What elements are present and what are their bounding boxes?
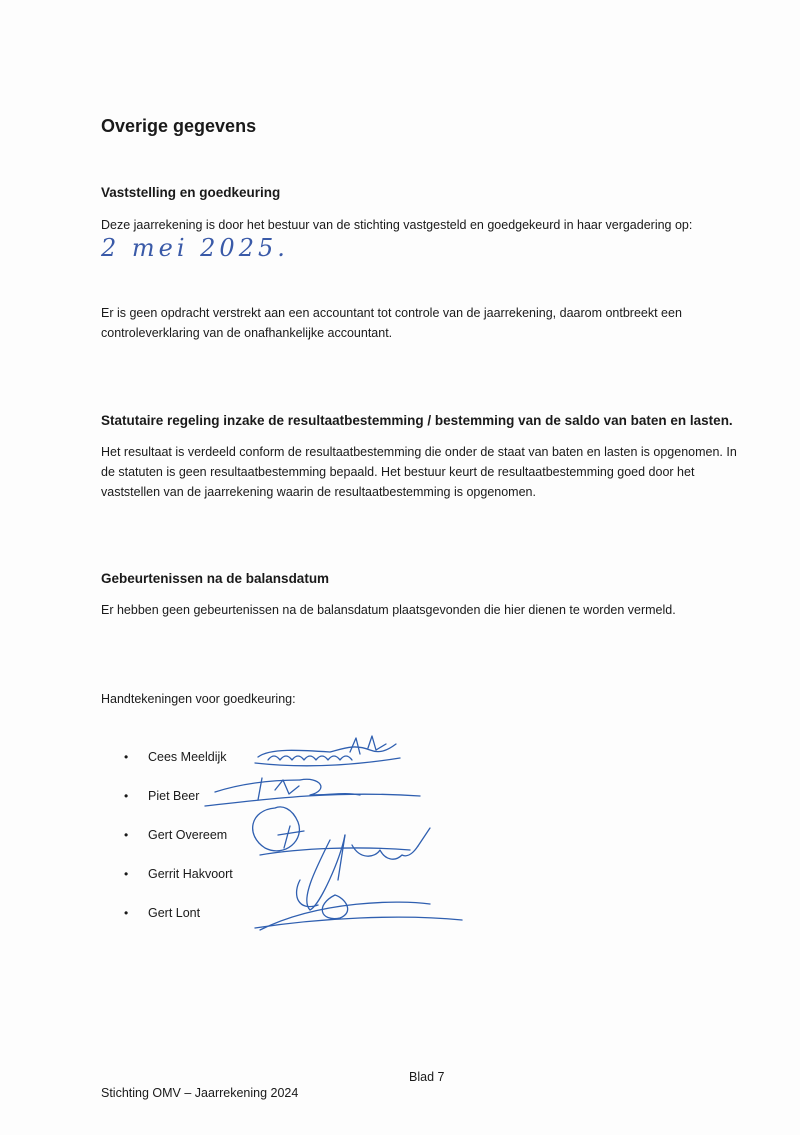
page-number: Blad 7	[409, 1070, 445, 1084]
signature-gert-overeem	[253, 807, 410, 855]
section-text-resultaatbestemming: Het resultaat is verdeeld conform de resultaatbestemming die onder de staat van baten en lasten is opgenomen. In de statuten is geen resultaatbestemming bepaald. Het bestuur keurt de resultaatbestemming goed door het vaststellen van de jaarrekening waarin de resultaatbestemming is opgenomen.	[101, 445, 737, 499]
signature-gerrit-hakvoort	[297, 828, 430, 910]
signer-name: Gerrit Hakvoort	[148, 867, 233, 881]
bullet: •	[124, 867, 129, 881]
footer-text: Stichting OMV – Jaarrekening 2024	[101, 1086, 299, 1100]
section-text-accountant: Er is geen opdracht verstrekt aan een accountant tot controle van de jaarrekening, daarom ontbreekt een controleverklaring van de onafhankelijke accountant.	[101, 306, 682, 340]
section-heading-resultaatbestemming: Statutaire regeling inzake de resultaatbestemming / bestemming van de saldo van baten en lasten.	[101, 413, 733, 428]
section-heading-gebeurtenissen: Gebeurtenissen na de balansdatum	[101, 571, 330, 586]
list-item	[124, 789, 233, 828]
bullet: •	[124, 750, 129, 764]
bullet: •	[124, 789, 129, 803]
signer-name: Cees Meeldijk	[148, 750, 227, 764]
section-text-vaststelling: Deze jaarrekening is door het bestuur van de stichting vastgesteld en goedgekeurd in haar vergadering op:	[101, 218, 693, 232]
page-title: Overige gegevens	[101, 116, 257, 136]
section-heading-vaststelling: Vaststelling en goedkeuring	[101, 185, 281, 200]
list-item	[124, 867, 233, 906]
bullet: •	[124, 828, 129, 842]
bullet: •	[124, 906, 129, 920]
list-item	[124, 828, 233, 867]
list-item	[124, 906, 233, 945]
signer-name: Gert Overeem	[148, 828, 228, 842]
list-item	[124, 750, 233, 789]
signer-list	[124, 750, 233, 945]
signature-cees-meeldijk	[255, 736, 400, 766]
signatures-intro: Handtekeningen voor goedkeuring:	[101, 692, 296, 706]
handwritten-date: 2 mei 2025.	[101, 234, 289, 262]
signer-name: Gert Lont	[148, 906, 201, 920]
signature-piet-beer	[205, 778, 420, 806]
section-text-gebeurtenissen: Er hebben geen gebeurtenissen na de balansdatum plaatsgevonden die hier dienen te worden vermeld.	[101, 603, 676, 617]
signature-gert-lont	[255, 895, 462, 930]
signer-name: Piet Beer	[148, 789, 200, 803]
